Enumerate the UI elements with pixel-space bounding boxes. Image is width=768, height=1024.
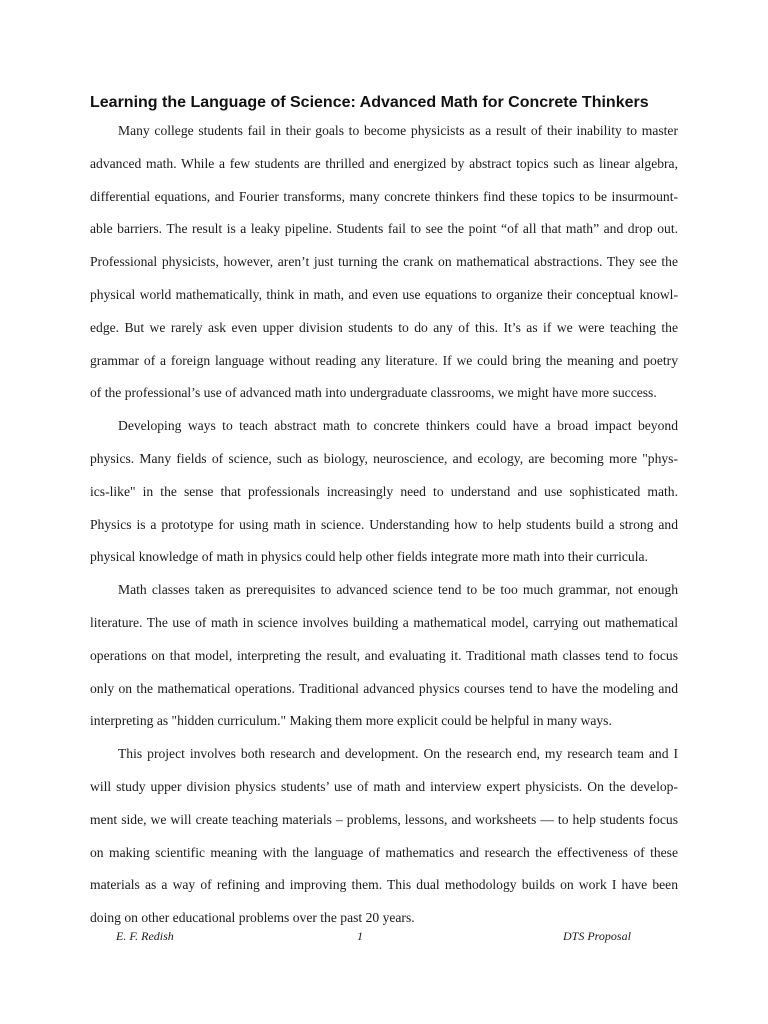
paragraph-line: physics. Many fields of science, such as biology, neuroscience, and ecology, are becoming more "phys- bbox=[90, 450, 678, 466]
paragraph-line: Physics is a prototype for using math in science. Understanding how to help students build a strong and bbox=[90, 516, 678, 532]
page-footer bbox=[0, 929, 768, 947]
paragraph-line: Professional physicists, however, aren’t just turning the crank on mathematical abstractions. They see the bbox=[90, 254, 678, 270]
paragraph-line: physical knowledge of math in physics could help other fields integrate more math into their curricula. bbox=[90, 549, 648, 565]
paragraph-line: differential equations, and Fourier transforms, many concrete thinkers find these topics to be insurmount- bbox=[90, 188, 678, 204]
paragraph-line: will study upper division physics students’ use of math and interview expert physicists. On the develop- bbox=[90, 778, 678, 794]
paragraph-3 bbox=[90, 580, 678, 744]
paragraph-line: literature. The use of math in science involves building a mathematical model, carrying out mathematical bbox=[90, 614, 678, 630]
footer-page-number: 1 bbox=[357, 929, 363, 943]
paragraph-line: Many college students fail in their goals to become physicists as a result of their inability to master bbox=[118, 123, 678, 138]
page-title: Learning the Language of Science: Advanced Math for Concrete Thinkers bbox=[90, 94, 649, 111]
paragraph-line: only on the mathematical operations. Traditional advanced physics courses tend to have the modeling and bbox=[90, 680, 678, 696]
paragraph-line: interpreting as "hidden curriculum." Making them more explicit could be helpful in many ways. bbox=[90, 713, 612, 729]
paragraph-1 bbox=[90, 121, 678, 416]
paragraph-line: of the professional’s use of advanced math into undergraduate classrooms, we might have more success. bbox=[90, 385, 657, 401]
footer-author: E. F. Redish bbox=[116, 929, 174, 943]
paragraph-line: able barriers. The result is a leaky pipeline. Students fail to see the point “of all that math” and drop out. bbox=[90, 221, 678, 237]
paragraph-line: doing on other educational problems over the past 20 years. bbox=[90, 910, 415, 926]
paragraph-line: physical world mathematically, think in math, and even use equations to organize their conceptual knowl- bbox=[90, 286, 678, 302]
paragraph-2 bbox=[90, 416, 678, 580]
paragraph-4 bbox=[90, 744, 678, 941]
paragraph-line: Developing ways to teach abstract math to concrete thinkers could have a broad impact beyond bbox=[118, 418, 678, 434]
paragraph-line: edge. But we rarely ask even upper division students to do any of this. It’s as if we were teaching the bbox=[90, 319, 678, 335]
paragraph-line: materials as a way of refining and improving them. This dual methodology builds on work I have been bbox=[90, 877, 678, 893]
paragraph-line: grammar of a foreign language without reading any literature. If we could bring the meaning and poetry bbox=[90, 352, 678, 368]
paragraph-line: This project involves both research and development. On the research end, my research team and I bbox=[118, 746, 678, 762]
paragraph-line: ics-like" in the sense that professionals increasingly need to understand and use sophisticated math. bbox=[90, 483, 678, 499]
footer-project: DTS Proposal bbox=[563, 929, 631, 943]
paragraph-line: Math classes taken as prerequisites to advanced science tend to be too much grammar, not enough bbox=[118, 582, 678, 598]
paragraph-line: operations on that model, interpreting the result, and evaluating it. Traditional math classes tend to focus bbox=[90, 647, 678, 663]
paragraph-line: ment side, we will create teaching materials – problems, lessons, and worksheets — to help students focus bbox=[90, 811, 678, 827]
document-body bbox=[90, 121, 678, 941]
paragraph-line: advanced math. While a few students are thrilled and energized by abstract topics such as linear algebra, bbox=[90, 155, 678, 171]
paragraph-line: on making scientific meaning with the language of mathematics and research the effectiveness of these bbox=[90, 844, 678, 860]
